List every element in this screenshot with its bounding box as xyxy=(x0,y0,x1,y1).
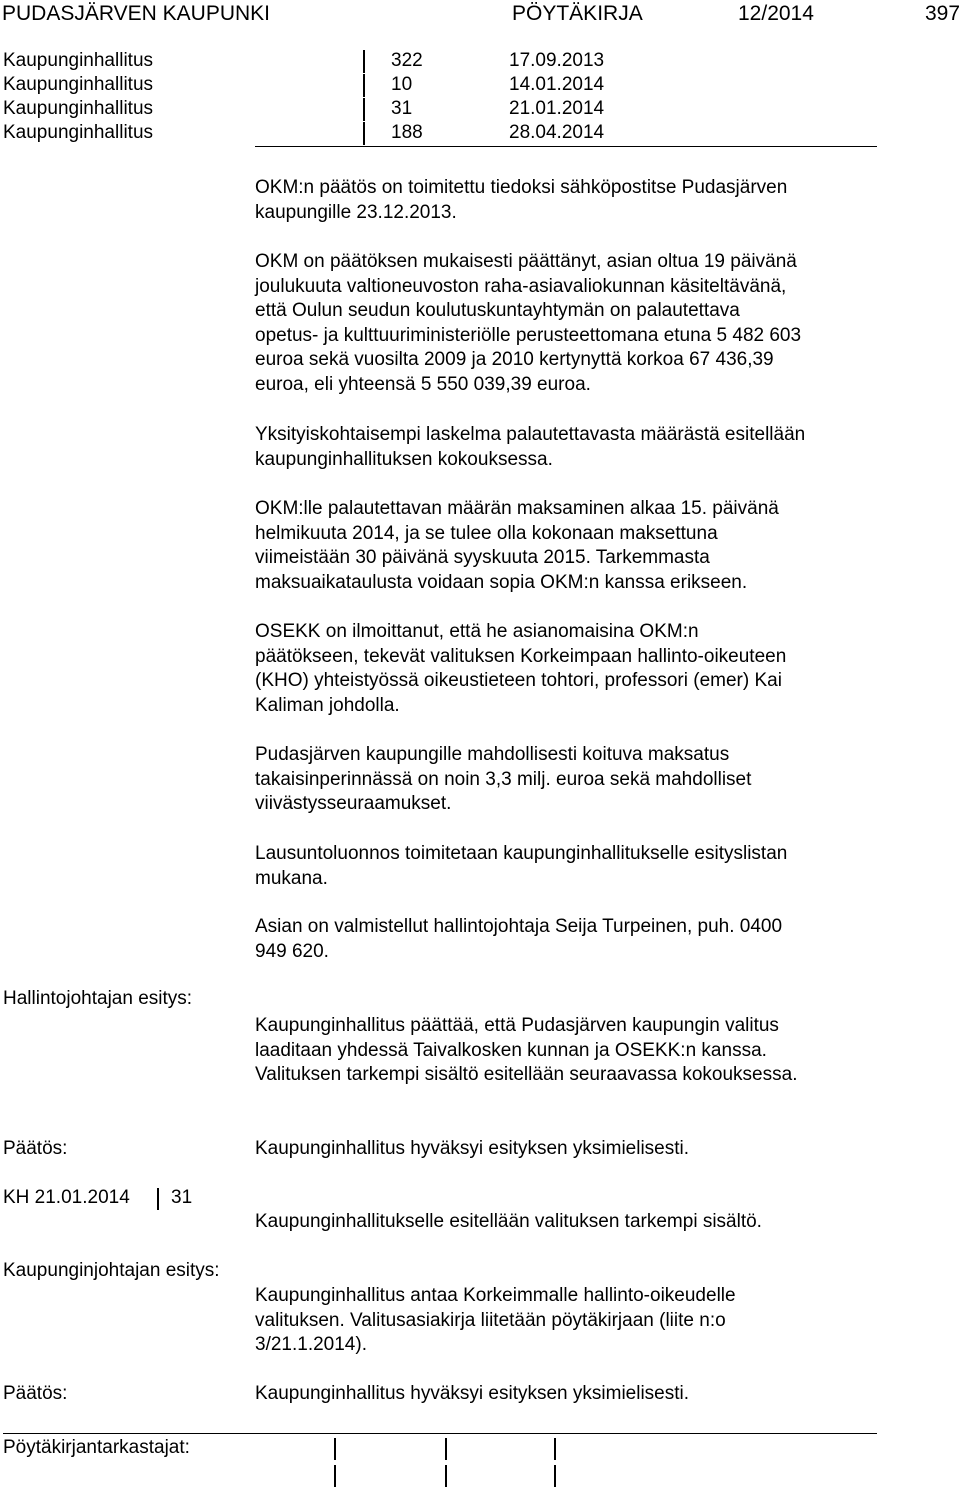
document-type: PÖYTÄKIRJA xyxy=(512,2,643,25)
history-divider xyxy=(255,146,877,147)
paragraph-line: OKM:n päätös on toimitettu tiedoksi sähköpostitse Pudasjärven xyxy=(255,177,788,198)
history-bar xyxy=(363,98,365,121)
paragraph-line: kaupunginhallituksen kokouksessa. xyxy=(255,448,553,470)
paragraph-line: OKM on päätöksen mukaisesti päättänyt, asian oltua 19 päivänä xyxy=(255,251,797,272)
page-number: 397 xyxy=(925,2,960,25)
paragraph xyxy=(255,620,895,718)
history-date: 21.01.2014 xyxy=(509,98,605,119)
paragraph-line: maksuaikataulusta voidaan sopia OKM:n kanssa erikseen. xyxy=(255,571,748,593)
paragraph xyxy=(255,497,895,595)
signature-bar xyxy=(554,1465,556,1487)
paragraph-line: Lausuntoluonnos toimitetaan kaupunginhallitukselle esityslistan xyxy=(255,843,788,864)
proposal-line: Valituksen tarkempi sisältö esitellään seuraavassa kokouksessa. xyxy=(255,1064,798,1085)
proposal-text xyxy=(255,1014,895,1088)
issue-number: 12/2014 xyxy=(738,2,814,25)
signature-bar xyxy=(554,1438,556,1460)
proposal-label: Hallintojohtajan esitys: xyxy=(3,988,193,1009)
history-date: 28.04.2014 xyxy=(509,122,605,143)
paragraph-line: euroa, eli yhteensä 5 550 039,39 euroa. xyxy=(255,373,591,395)
proposal-text xyxy=(255,1284,895,1358)
history-number: 322 xyxy=(391,50,423,71)
history-bar xyxy=(363,74,365,97)
meeting-label: KH 21.01.2014 xyxy=(3,1187,130,1208)
paragraph-line: Yksityiskohtaisempi laskelma palautettavasta määrästä esitellään xyxy=(255,424,806,445)
paragraph xyxy=(255,743,895,817)
paragraph xyxy=(255,423,895,472)
paragraph-line: viivästysseuraamukset. xyxy=(255,793,452,814)
history-date: 17.09.2013 xyxy=(509,50,605,71)
paragraph-line: että Oulun seudun koulutuskuntayhtymän on palautettava xyxy=(255,300,740,321)
decision-label: Päätös: xyxy=(3,1138,68,1159)
meeting-number: 31 xyxy=(171,1187,193,1208)
meeting-text: Kaupunginhallitukselle esitellään valituksen tarkempi sisältö. xyxy=(255,1211,762,1232)
history-date: 14.01.2014 xyxy=(509,74,605,95)
proposal-line: Kaupunginhallitus antaa Korkeimmalle hallinto-oikeudelle xyxy=(255,1285,736,1306)
paragraph-line: Asian on valmistellut hallintojohtaja Seija Turpeinen, puh. 0400 xyxy=(255,916,783,937)
paragraph-line: OSEKK on ilmoittanut, että he asianomaisina OKM:n xyxy=(255,621,699,642)
history-body: Kaupunginhallitus xyxy=(3,74,154,95)
paragraph-line: kaupungille 23.12.2013. xyxy=(255,201,457,223)
proposal-line: Kaupunginhallitus päättää, että Pudasjärven kaupungin valitus xyxy=(255,1015,779,1036)
footer-label: Pöytäkirjantarkastajat: xyxy=(3,1437,190,1458)
paragraph-line: helmikuuta 2014, ja se tulee olla kokonaan maksettuna xyxy=(255,522,718,544)
paragraph xyxy=(255,250,895,397)
history-bar xyxy=(363,50,365,73)
history-body: Kaupunginhallitus xyxy=(3,50,154,71)
history-number: 31 xyxy=(391,98,413,119)
paragraph-line: Kaliman johdolla. xyxy=(255,694,400,716)
history-body: Kaupunginhallitus xyxy=(3,122,154,143)
paragraph-line: takaisinperinnässä on noin 3,3 milj. euroa sekä mahdolliset xyxy=(255,768,752,790)
paragraph-line: 949 620. xyxy=(255,940,329,962)
organization-name: PUDASJÄRVEN KAUPUNKI xyxy=(2,2,271,25)
history-body: Kaupunginhallitus xyxy=(3,98,154,119)
signature-bar xyxy=(445,1465,447,1487)
footer-divider xyxy=(3,1433,877,1434)
signature-bar xyxy=(334,1438,336,1460)
proposal-label: Kaupunginjohtajan esitys: xyxy=(3,1260,220,1281)
paragraph-line: päätökseen, tekevät valituksen Korkeimpaan hallinto-oikeuteen xyxy=(255,645,787,667)
paragraph-line: mukana. xyxy=(255,867,328,889)
history-number: 10 xyxy=(391,74,413,95)
history-number: 188 xyxy=(391,122,423,143)
paragraph-line: opetus- ja kulttuuriministeriölle perusteettomana etuna 5 482 603 xyxy=(255,324,802,346)
paragraph-line: joulukuuta valtioneuvoston raha-asiavaliokunnan käsiteltävänä, xyxy=(255,275,787,297)
paragraph-line: (KHO) yhteistyössä oikeustieteen tohtori, professori (emer) Kai xyxy=(255,670,782,691)
paragraph-line: viimeistään 30 päivänä syyskuuta 2015. Tarkemmasta xyxy=(255,547,710,568)
paragraph xyxy=(255,915,895,964)
paragraph-line: Pudasjärven kaupungille mahdollisesti koituva maksatus xyxy=(255,744,730,765)
paragraph-line: OKM:lle palautettavan määrän maksaminen alkaa 15. päivänä xyxy=(255,498,779,519)
signature-bar xyxy=(334,1465,336,1487)
paragraph xyxy=(255,842,895,891)
proposal-line: 3/21.1.2014). xyxy=(255,1334,367,1355)
decision-text: Kaupunginhallitus hyväksyi esityksen yksimielisesti. xyxy=(255,1383,690,1404)
proposal-line: laaditaan yhdessä Taivalkosken kunnan ja OSEKK:n kanssa. xyxy=(255,1039,767,1061)
meeting-bar xyxy=(157,1188,159,1210)
paragraph xyxy=(255,176,895,225)
history-bar xyxy=(363,122,365,145)
signature-bar xyxy=(445,1438,447,1460)
decision-label: Päätös: xyxy=(3,1383,68,1404)
paragraph-line: euroa sekä vuosilta 2009 ja 2010 kertynyttä korkoa 67 436,39 xyxy=(255,349,774,370)
decision-text: Kaupunginhallitus hyväksyi esityksen yksimielisesti. xyxy=(255,1138,690,1159)
proposal-line: valituksen. Valitusasiakirja liitetään pöytäkirjaan (liite n:o xyxy=(255,1309,726,1331)
